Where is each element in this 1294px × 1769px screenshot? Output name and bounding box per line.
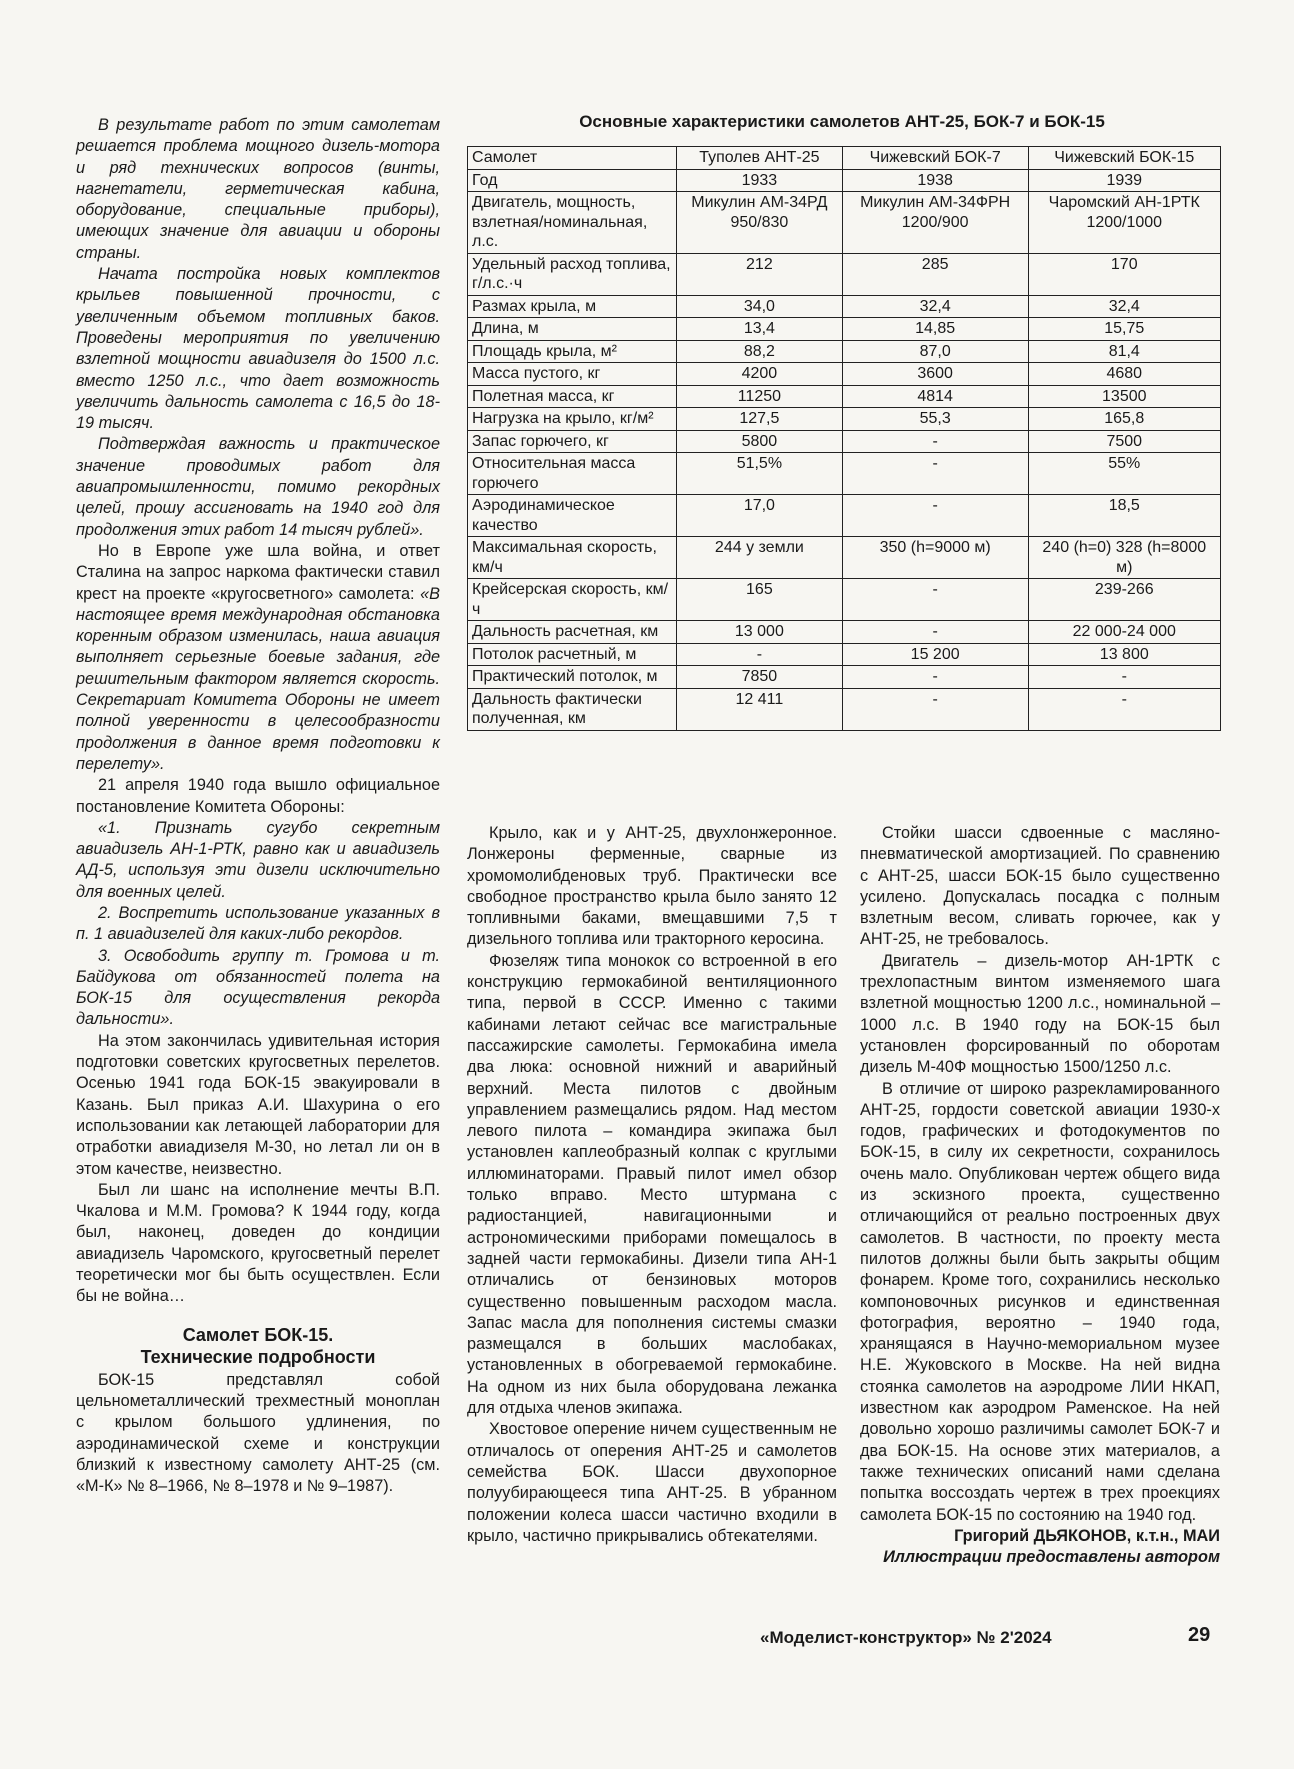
row-label-cell: Дальность расчетная, км [468,621,677,644]
table-header-cell: Самолет [468,147,677,170]
quote-text: «В настоящее время международная обстановка коренным образом изменилась, наша авиация выполняет серьезные боевые задания, где решительным фактором является скорость. Секретариат Комитета Обороны не имеет полной уверенности в целесообразности продолжения в данное время подготовки к перелету». [76,584,440,773]
value-cell: 11250 [677,385,843,408]
value-cell: 13,4 [677,318,843,341]
row-label-cell: Размах крыла, м [468,295,677,318]
quote-paragraph: В результате работ по этим самолетам решается проблема мощного дизель-мотора и ряд технических вопросов (винты, нагнетатели, герметическая кабина, оборудование, специальные приборы), имеющих значение для авиации и обороны страны. [76,116,440,262]
body-paragraph: Двигатель – дизель-мотор АН-1РТК с трехлопастным винтом изменяемого шага взлетной мощностью 1200 л.с., номинальной – 1000 л.с. В 1940 году на БОК-15 был установлен форсированный по оборотам дизель М-40Ф мощностью 1500/1250 л.с. [860,951,1220,1077]
page-number: 29 [1188,1624,1211,1646]
table-row [468,666,1221,689]
value-cell: 127,5 [677,408,843,431]
value-cell: 7850 [677,666,843,689]
value-cell: 4814 [842,385,1028,408]
table-row [468,621,1221,644]
table-title: Основные характеристики самолетов АНТ-25, БОК-7 и БОК-15 [579,112,1105,131]
table-row [468,430,1221,453]
body-paragraph: На этом закончилась удивительная история подготовки советских кругосветных перелетов. Осенью 1941 года БОК-15 эвакуировали в Казань. Был приказ А.И. Шахурина о его использовании как летающей лаборатории для отработки авиадизеля М-30, но летал ли он в этом качестве, неизвестно. [76,1031,440,1178]
quote-paragraph: Подтверждая важность и практическое значение проводимых работ для авиапромышленности, помимо рекордных целей, прошу ассигновать на 1940 год для продолжения этих работ 14 тысяч рублей». [76,435,440,539]
value-cell: 81,4 [1028,340,1220,363]
body-paragraph: Был ли шанс на исполнение мечты В.П. Чкалова и М.М. Громова? К 1944 году, когда был, наконец, доведен до кондиции авиадизель Чаромского, кругосветный перелет теоретически мог бы быть осуществлен. Если бы не война… [76,1180,440,1306]
magazine-footer: «Моделист-конструктор» № 2'2024 [760,1628,1052,1647]
row-label-cell: Дальность фактически полученная, км [468,688,677,730]
value-cell: 1938 [842,169,1028,192]
value-cell: 32,4 [1028,295,1220,318]
table-row [468,537,1221,579]
article-column-right [860,823,1220,1568]
body-paragraph: Стойки шасси сдвоенные с масляно-пневматической амортизацией. По сравнению с АНТ-25, шасси БОК-15 было существенно усилено. Допускалась посадка с полным взлетным весом, сливать горючее, как у АНТ-25, не требовалось. [860,824,1220,949]
value-cell: 22 000-24 000 [1028,621,1220,644]
value-cell: 1933 [677,169,843,192]
table-row [468,340,1221,363]
body-paragraph: Крыло, как и у АНТ-25, двухлонжеронное. Лонжероны ферменные, сварные из хромомолибденовых труб. Практически все свободное пространство крыла было занято 12 топливными баками, вмещавшими 7,5 т дизельного топлива или тракторного керосина. [467,824,837,949]
section-heading-line1: Самолет БОК-15. [182,1324,334,1345]
value-cell: 244 у земли [677,537,843,579]
row-label-cell: Максимальная скорость, км/ч [468,537,677,579]
row-label-cell: Нагрузка на крыло, кг/м² [468,408,677,431]
value-cell: 1939 [1028,169,1220,192]
value-cell: 5800 [677,430,843,453]
value-cell: 15,75 [1028,318,1220,341]
row-label-cell: Полетная масса, кг [468,385,677,408]
table-row [468,169,1221,192]
specs-table [467,146,1221,731]
section-heading [76,1324,440,1368]
row-label-cell: Крейсерская скорость, км/ч [468,579,677,621]
value-cell: 34,0 [677,295,843,318]
row-label-cell: Запас горючего, кг [468,430,677,453]
value-cell: 3600 [842,363,1028,386]
table-row [468,408,1221,431]
value-cell: 240 (h=0) 328 (h=8000 м) [1028,537,1220,579]
value-cell: 15 200 [842,643,1028,666]
quote-paragraph: Начата постройка новых комплектов крыльев повышенной прочности, с увеличенным объемом топливных баков. Проведены мероприятия по увеличению взлетной мощности авиадизеля до 1500 л.с. вместо 1250 л.с., что дает возможность увеличить дальность самолета с 16,5 до 18-19 тысяч. [76,265,440,433]
row-label-cell: Удельный расход топлива, г/л.с.·ч [468,253,677,295]
row-label-cell: Длина, м [468,318,677,341]
value-cell: - [677,643,843,666]
value-cell: 4680 [1028,363,1220,386]
quote-paragraph: «1. Признать сугубо секретным авиадизель АН-1-РТК, равно как и авиадизель АД-5, используя эти дизели исключительно для военных целей. [76,818,440,901]
table-row [468,453,1221,495]
value-cell: 165,8 [1028,408,1220,431]
table-row [468,688,1221,730]
value-cell: - [842,453,1028,495]
table-header-cell: Туполев АНТ-25 [677,147,843,170]
body-text: Но в Европе уже шла война, и ответ Сталина на запрос наркома фактически ставил крест на проекте «кругосветного» самолета: [76,541,440,603]
table-row [468,192,1221,254]
value-cell: 13500 [1028,385,1220,408]
value-cell: 239-266 [1028,579,1220,621]
table-body [468,169,1221,730]
value-cell: 88,2 [677,340,843,363]
value-cell: 13 000 [677,621,843,644]
body-paragraph: БОК-15 представлял собой цельнометаллический трехместный моноплан с крылом большого удлинения, по аэродинамической схеме и конструкции близкий к известному самолету АНТ-25 (см. «М-К» № 8–1966, № 8–1978 и № 9–1987). [76,1370,440,1496]
table-row [468,318,1221,341]
table-row [468,385,1221,408]
value-cell: - [1028,688,1220,730]
body-paragraph: В отличие от широко разрекламированного АНТ-25, гордости советской авиации 1930-х годов, графических и фотодокументов по БОК-15, в силу их секретности, сохранилось очень мало. Опубликован чертеж общего вида из эскизного проекта, существенно отличающийся от реально построенных двух самолетов. В частности, по проекту места пилотов должны были быть закрыты общим фонарем. Кроме того, сохранились несколько компоновочных рисунков и единственная фотография, вероятно – 1940 года, хранящаяся в Научно-мемориальном музее Н.Е. Жуковского в Москве. На ней видна стоянка самолетов на аэродроме ЛИИ НКАП, известном как аэродром Раменское. На ней довольно хорошо различимы самолет БОК-7 и два БОК-15. На основе этих материалов, а также технических описаний нами сделана попытка воссоздать чертеж в трех проекциях самолета БОК-15 по состоянию на 1940 год. [860,1079,1220,1524]
row-label-cell: Относительная масса горючего [468,453,677,495]
value-cell: 55% [1028,453,1220,495]
table-header-cell: Чижевский БОК-15 [1028,147,1220,170]
value-cell: 170 [1028,253,1220,295]
illustration-credits: Иллюстрации предоставлены автором [883,1548,1220,1567]
value-cell: 212 [677,253,843,295]
value-cell: 32,4 [842,295,1028,318]
value-cell: 87,0 [842,340,1028,363]
body-paragraph: 21 апреля 1940 года вышло официальное постановление Комитета Обороны: [76,776,440,816]
value-cell: - [842,666,1028,689]
table-row [468,643,1221,666]
table-row [468,253,1221,295]
value-cell: 350 (h=9000 м) [842,537,1028,579]
value-cell: 12 411 [677,688,843,730]
value-cell: - [842,579,1028,621]
quote-paragraph: 3. Освободить группу т. Громова и т. Байдукова от обязанностей полета на БОК-15 для осуществления рекорда дальности». [76,946,440,1029]
row-label-cell: Масса пустого, кг [468,363,677,386]
value-cell: 285 [842,253,1028,295]
value-cell: 165 [677,579,843,621]
table-header-cell: Чижевский БОК-7 [842,147,1028,170]
row-label-cell: Практический потолок, м [468,666,677,689]
author-signature: Григорий ДЬЯКОНОВ, к.т.н., МАИ [954,1526,1220,1545]
row-label-cell: Год [468,169,677,192]
value-cell: 14,85 [842,318,1028,341]
value-cell: 7500 [1028,430,1220,453]
row-label-cell: Двигатель, мощность, взлетная/номинальная, л.с. [468,192,677,254]
value-cell: Чаромский АН-1РТК 1200/1000 [1028,192,1220,254]
row-label-cell: Потолок расчетный, м [468,643,677,666]
value-cell: 55,3 [842,408,1028,431]
table-row [468,579,1221,621]
body-paragraph: Фюзеляж типа монокок со встроенной в его конструкцию гермокабиной вентиляционного типа, первой в СССР. Именно с такими кабинами летают сейчас все магистральные пассажирские самолеты. Гермокабина имела два люка: основной нижний и аварийный верхний. Места пилотов с двойным управлением размещались рядом. Над местом левого пилота – командира экипажа был установлен каплеобразный колпак с круглыми иллюминаторами. Правый пилот имел обзор только вправо. Место штурмана с радиостанцией, навигационными и астрономическими приборами помещалось в задней части гермокабины. Дизели типа АН-1 отличались от бензиновых моторов существенно повышенным расходом масла. Запас масла для пополнения системы смазки размещался в больших маслобаках, установленных в обогреваемой гермокабине. На одном из них была оборудована лежанка для отдыха членов экипажа. [467,951,837,1418]
row-label-cell: Аэродинамическое качество [468,495,677,537]
article-column-left [76,115,440,1497]
value-cell: 17,0 [677,495,843,537]
value-cell: 13 800 [1028,643,1220,666]
row-label-cell: Площадь крыла, м² [468,340,677,363]
value-cell: 4200 [677,363,843,386]
value-cell: 18,5 [1028,495,1220,537]
value-cell: Микулин АМ-34РД 950/830 [677,192,843,254]
table-row [468,295,1221,318]
value-cell: - [842,495,1028,537]
value-cell: - [842,430,1028,453]
table-row [468,495,1221,537]
table-row [468,363,1221,386]
body-paragraph [76,541,440,775]
section-heading-line2: Технические подробности [140,1346,376,1367]
value-cell: 51,5% [677,453,843,495]
table-header-row [468,147,1221,170]
value-cell: Микулин АМ-34ФРН 1200/900 [842,192,1028,254]
body-paragraph: Хвостовое оперение ничем существенным не отличалось от оперения АНТ-25 и самолетов семейства БОК. Шасси двухопорное полуубирающееся типа АНТ-25. В убранном положении колеса шасси частично входили в крыло, частично прикрывались обтекателями. [467,1420,837,1545]
value-cell: - [842,621,1028,644]
quote-paragraph: 2. Воспретить использование указанных в п. 1 авиадизелей для каких-либо рекордов. [76,903,440,944]
value-cell: - [1028,666,1220,689]
value-cell: - [842,688,1028,730]
article-column-middle [467,823,837,1547]
